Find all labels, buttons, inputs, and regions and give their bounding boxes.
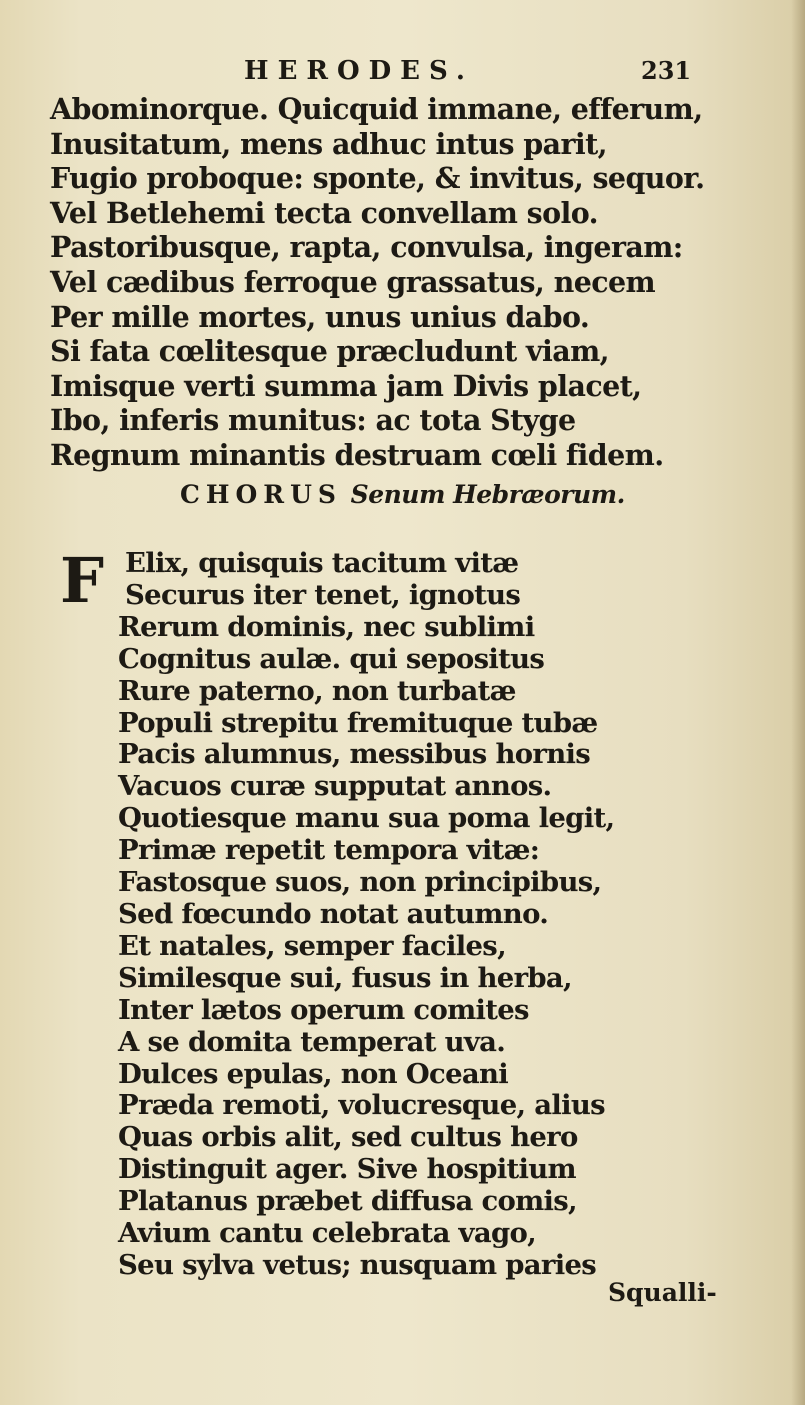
verse-line: Regnum minantis destruam cœli fidem.: [50, 437, 664, 472]
verse-block: [50, 92, 704, 473]
chorus-line: Inter lætos operum comites: [118, 993, 529, 1026]
chorus-line: Fastosque suos, non principibus,: [118, 866, 602, 899]
chorus-line: Quotiesque manu sua poma legit,: [118, 802, 615, 835]
chorus-line: Primæ repetit tempora vitæ:: [118, 834, 540, 867]
verse-line: Vel Betlehemi tecta convellam solo.: [50, 195, 598, 230]
chorus-line: Sed fœcundo notat autumno.: [118, 897, 549, 930]
page-edge-shadow: [791, 0, 805, 1405]
chorus-line: Avium cantu celebrata vago,: [118, 1217, 536, 1250]
verse-line: Ibo, inferis munitus: ac tota Styge: [50, 403, 576, 438]
chorus-line: Rure paterno, non turbatæ: [118, 674, 516, 707]
chorus-block: [118, 548, 614, 1282]
chorus-heading-italic: Senum Hebræorum.: [350, 480, 625, 509]
verse-line: Inusitatum, mens adhuc intus parit,: [50, 126, 607, 161]
catchword: Squalli-: [608, 1278, 717, 1307]
chorus-heading: [180, 480, 625, 509]
chorus-line: Securus iter tenet, ignotus: [125, 578, 521, 611]
verse-line: Vel cædibus ferroque grassatus, necem: [50, 264, 656, 299]
chorus-line: Similesque sui, fusus in herba,: [118, 961, 572, 994]
verse-line: Per mille mortes, unus unius dabo.: [50, 299, 590, 334]
chorus-line: Populi strepitu fremituque tubæ: [118, 706, 598, 739]
chorus-line: Dulces epulas, non Oceani: [118, 1057, 509, 1090]
chorus-line: Pacis alumnus, messibus hornis: [118, 738, 591, 771]
chorus-line: Elix, quisquis tacitum vitæ: [125, 547, 519, 579]
running-head: HERODES.: [244, 56, 474, 86]
verse-line: Fugio proboque: sponte, & invitus, sequor.: [50, 161, 705, 196]
verse-line: Pastoribusque, rapta, convulsa, ingeram:: [50, 230, 683, 265]
verse-line: Si fata cœlitesque præcludunt viam,: [50, 334, 609, 369]
chorus-line: Seu sylva vetus; nusquam paries: [118, 1248, 597, 1281]
verse-line: Abominorque. Quicquid immane, efferum,: [50, 92, 703, 126]
chorus-line: Cognitus aulæ. qui sepositus: [118, 642, 545, 675]
drop-cap: F: [60, 544, 105, 617]
chorus-heading-caps: CHORUS: [180, 480, 342, 509]
chorus-line: Vacuos curæ supputat annos.: [118, 770, 552, 803]
chorus-line: Platanus præbet diffusa comis,: [118, 1185, 577, 1218]
page-number: 231: [641, 56, 692, 85]
chorus-line: Et natales, semper faciles,: [118, 929, 506, 962]
chorus-line: Distinguit ager. Sive hospitium: [118, 1153, 576, 1186]
chorus-line: Quas orbis alit, sed cultus hero: [118, 1121, 578, 1154]
chorus-line: A se domita temperat uva.: [118, 1025, 506, 1058]
verse-line: Imisque verti summa jam Divis placet,: [50, 368, 642, 403]
chorus-line: Præda remoti, volucresque, alius: [118, 1089, 605, 1122]
chorus-line: Rerum dominis, nec sublimi: [118, 610, 535, 643]
